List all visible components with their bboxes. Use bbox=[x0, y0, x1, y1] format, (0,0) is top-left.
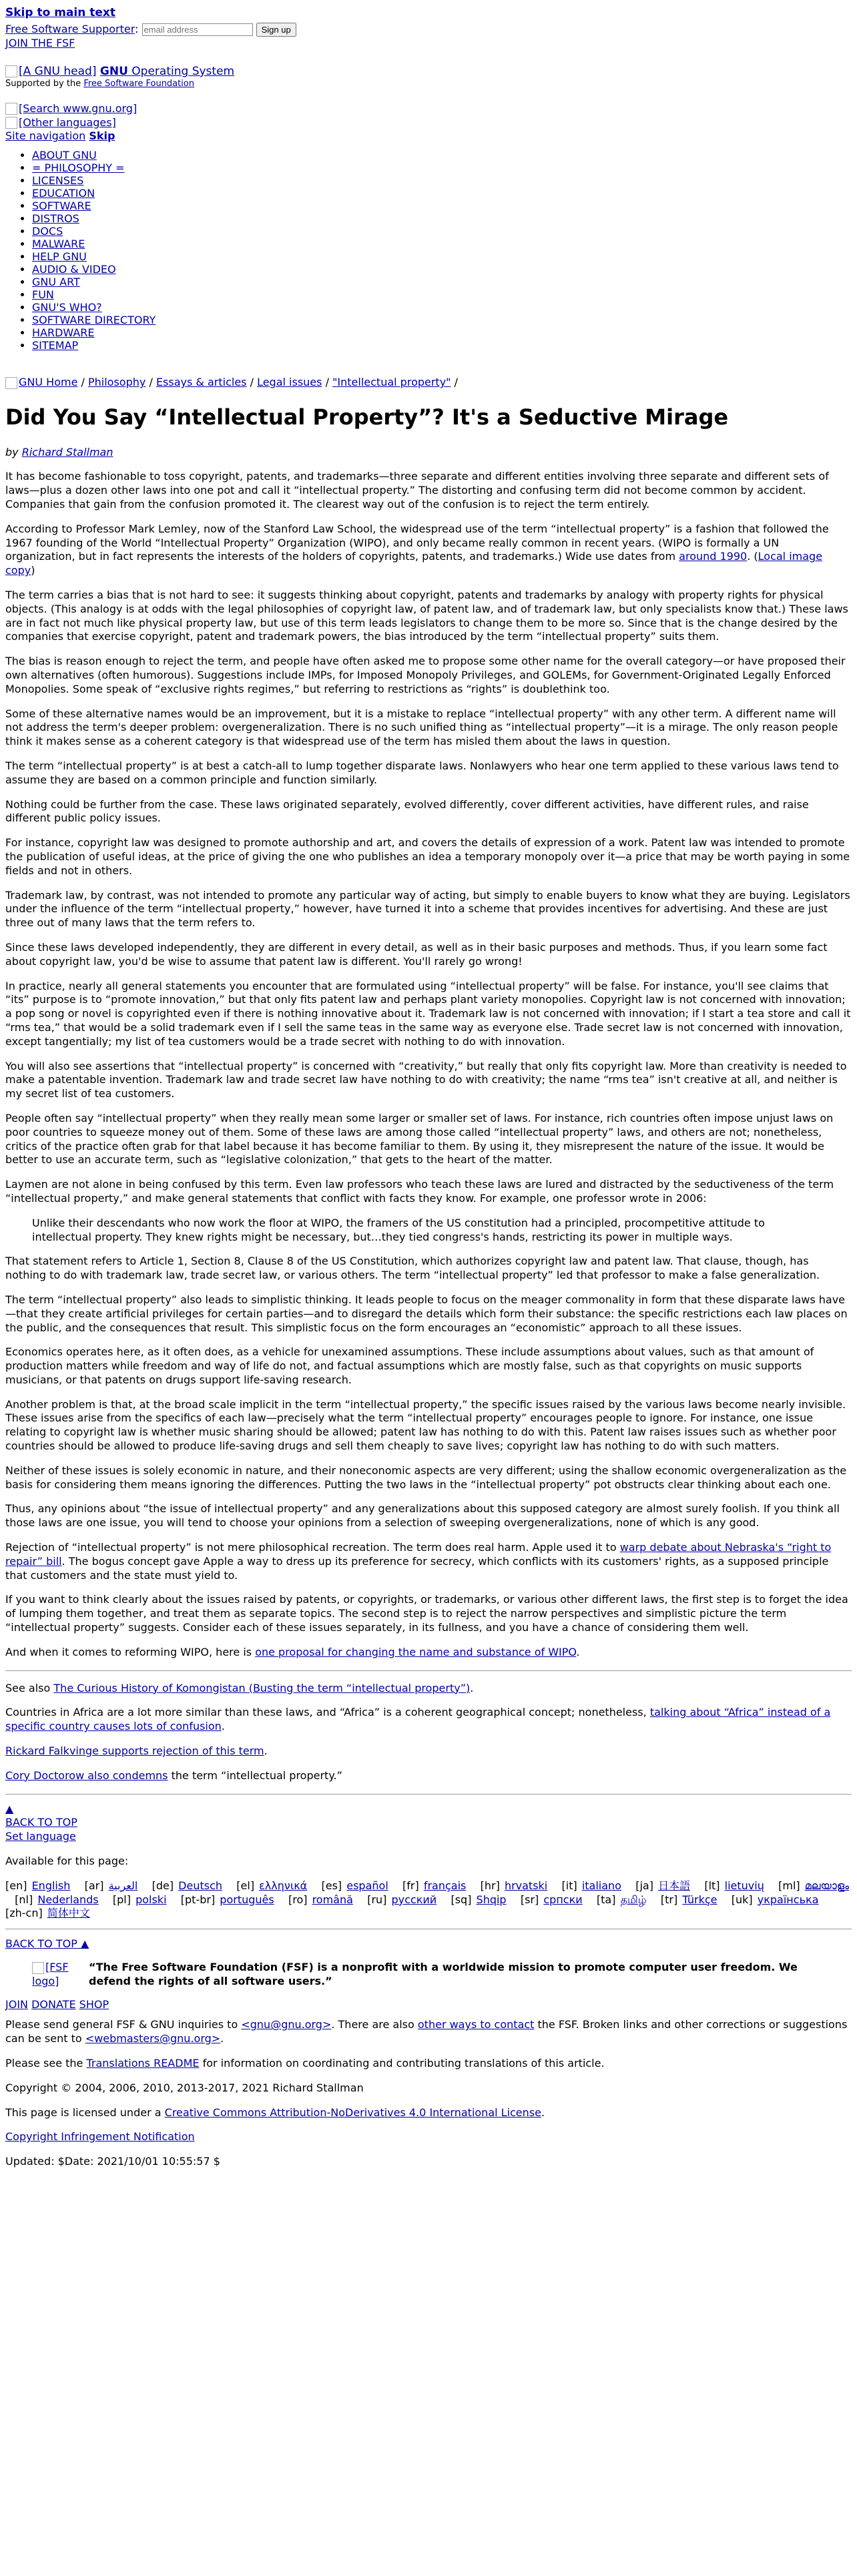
nav-item bbox=[32, 174, 852, 187]
nav-item bbox=[32, 238, 852, 250]
infringement-link[interactable]: Copyright Infringement Notification bbox=[5, 2130, 195, 2144]
skip-link[interactable]: Skip bbox=[89, 129, 115, 143]
nav-item bbox=[32, 326, 852, 339]
local-image-copy-link[interactable]: Local image copy bbox=[5, 550, 823, 577]
breadcrumb-ip[interactable]: "Intellectual property" bbox=[332, 376, 451, 389]
para-text: This page is licensed under a bbox=[5, 2106, 162, 2119]
lang-code: [zh-cn] bbox=[5, 1907, 43, 1920]
lang-code: [ar] bbox=[84, 1879, 104, 1892]
main-nav bbox=[5, 149, 852, 352]
join-fsf-link[interactable]: JOIN THE FSF bbox=[5, 37, 75, 50]
article-paragraph: Neither of these issues is solely economic in nature, and their noneconomic aspects are very different; using the shallow economic overgeneralization as the basis for considering them means ignoring the differences. Putting the two laws in the “intellectual property” pot obstructs clear thinking about each one. bbox=[5, 1464, 847, 1491]
para-text: the term “intellectual property.” bbox=[171, 1768, 342, 1782]
article-paragraph: If you want to think clearly about the issues raised by patents, or copyrights, or trademarks, or various other different laws, the first step is to forget the idea of lumping them together, and treat them as separate topics. The second step is to reject the narrow perspectives and simplistic picture the term “intellectual property” suggests. Consider each of these issues separately, in its fullness, and you have a chance of considering them well. bbox=[5, 1593, 848, 1634]
para-text: . bbox=[470, 1681, 474, 1694]
page bbox=[0, 5, 857, 2169]
translations-readme-link[interactable]: Translations README bbox=[86, 2056, 200, 2069]
breadcrumb-sep: / bbox=[325, 376, 329, 389]
wipo-proposal-link[interactable]: one proposal for changing the name and substance of WIPO bbox=[255, 1645, 577, 1658]
page-nav bbox=[5, 1803, 852, 1844]
nav-item bbox=[32, 162, 852, 174]
lang-code: [hr] bbox=[480, 1879, 500, 1892]
other-languages-link[interactable] bbox=[5, 116, 116, 129]
para-text: Please see the bbox=[5, 2056, 83, 2069]
see-also-paragraph bbox=[5, 1769, 852, 1783]
search-link[interactable] bbox=[5, 102, 137, 115]
article-paragraph: Thus, any opinions about “the issue of intellectual property” and any generalizations about this supposed category are almost surely foolish. If you think all those laws are one issue, you will tend to choose your opinions from a selection of sweeping overgeneralizations, none of which is any good. bbox=[5, 1502, 840, 1530]
para-text: . bbox=[541, 2106, 545, 2119]
para-text: . The bogus concept gave Apple a way to dress up its preference for secrecy, which conflicts with its customers' rights, as a supposed principle that customers and the state must yield to. bbox=[5, 1554, 829, 1582]
supported-by-text: Supported by the bbox=[5, 78, 81, 89]
home-label: GNU Home bbox=[19, 376, 78, 389]
lang-code: [sr] bbox=[520, 1893, 539, 1906]
para-text: Countries in Africa are a lot more similar than these laws, and “Africa” is a coherent geographical concept; nonetheless, bbox=[5, 1706, 647, 1719]
lang-tr[interactable]: Türkçe bbox=[682, 1893, 718, 1906]
breadcrumb-essays[interactable]: Essays & articles bbox=[156, 376, 247, 389]
para-text: the FSF. Broken links and other corrections or suggestions can be sent to bbox=[5, 2018, 848, 2045]
gnu-header bbox=[5, 64, 852, 90]
skip-to-main-link[interactable]: Skip to main text bbox=[5, 6, 115, 19]
nav-gnu-art[interactable]: GNU ART bbox=[32, 276, 80, 289]
nav-distros[interactable]: DISTROS bbox=[32, 212, 79, 226]
see-also-paragraph bbox=[5, 1706, 852, 1734]
language-list bbox=[5, 1879, 852, 1921]
supported-by bbox=[5, 79, 852, 90]
lang-code: [ja] bbox=[635, 1879, 653, 1892]
breadcrumb-philosophy[interactable]: Philosophy bbox=[88, 376, 146, 389]
os-words: Operating System bbox=[131, 64, 235, 78]
lang-ar[interactable]: العربية bbox=[108, 1879, 138, 1892]
lang-code: [ru] bbox=[367, 1893, 387, 1906]
article-paragraph: The bias is reason enough to reject the term, and people have often asked me to propose some other name for the overall category—or have proposed their own alternatives (often humorous). Suggestions include IMPs, for Imposed Monopoly Privileges, and GOLEMs, for Government-Originated Legally Enforced Monopolies. Some speak of “exclusive rights regimes,” but referring to restrictions as “rights” is doublethink too. bbox=[5, 655, 846, 695]
lang-code: [nl] bbox=[15, 1893, 33, 1906]
translations-paragraph bbox=[5, 2057, 852, 2071]
para-text: . bbox=[576, 1645, 580, 1658]
lang-en[interactable]: English bbox=[31, 1879, 71, 1892]
updated-text: Updated: $Date: 2021/10/01 10:55:57 $ bbox=[5, 2155, 220, 2168]
back-to-top-link[interactable]: BACK TO TOP bbox=[5, 1816, 77, 1829]
nav-fun[interactable]: FUN bbox=[32, 288, 54, 302]
nav-item bbox=[32, 149, 852, 162]
by-text: by bbox=[5, 445, 19, 458]
fsf-logo-link[interactable] bbox=[32, 1961, 83, 1989]
nav-education[interactable]: EDUCATION bbox=[32, 187, 95, 200]
lang-sr[interactable]: српски bbox=[543, 1893, 583, 1906]
fsf-tagline: “The Free Software Foundation (FSF) is a nonprofit with a worldwide mission to promote computer user freedom. We defend the rights of all software users.” bbox=[89, 1961, 798, 1987]
nav-docs[interactable]: DOCS bbox=[32, 225, 63, 238]
nav-item bbox=[32, 187, 852, 200]
lang-code: [fr] bbox=[402, 1879, 419, 1892]
lang-it[interactable]: italiano bbox=[581, 1879, 621, 1892]
nav-licenses[interactable]: LICENSES bbox=[32, 174, 84, 188]
set-language-link[interactable]: Set language bbox=[5, 1830, 76, 1843]
lang-code: [sq] bbox=[451, 1893, 472, 1906]
lang-code: [tr] bbox=[660, 1893, 678, 1906]
shop-link[interactable]: SHOP bbox=[79, 1997, 109, 2011]
divider bbox=[5, 1794, 852, 1795]
nav-help-gnu[interactable]: HELP GNU bbox=[32, 250, 87, 264]
broken-image-icon bbox=[5, 377, 17, 389]
lang-zh-cn[interactable]: 简体中文 bbox=[47, 1907, 90, 1920]
signup-button[interactable]: Sign up bbox=[256, 23, 296, 37]
infringement-paragraph bbox=[5, 2130, 852, 2144]
lang-code: [it] bbox=[561, 1879, 577, 1892]
lang-ro[interactable]: română bbox=[312, 1893, 353, 1906]
see-also-paragraph bbox=[5, 1744, 852, 1758]
article-paragraph bbox=[5, 523, 852, 578]
lang-fr[interactable]: français bbox=[423, 1879, 467, 1892]
article-paragraph: The term “intellectual property” is at best a catch-all to lump together disparate laws. Nonlawyers who hear one term applied to these various laws tend to assume they are based on a common principle and function similarly. bbox=[5, 759, 839, 786]
para-text: According to Professor Mark Lemley, now of the Stanford Law School, the widespread use of the term “intellectual property” is a fashion that followed the 1967 founding of the World “Intellectual Property” Organization (WIPO), and only became really common in recent years. (WIPO is formally a UN organization, but in fact represents the interests of the holders of copyrights, patents, and trademarks.) Wide use dates from bbox=[5, 522, 829, 563]
para-text: Rejection of “intellectual property” is not mere philosophical recreation. The term does real harm. Apple used it to bbox=[5, 1541, 617, 1554]
fsf-link[interactable]: Free Software Foundation bbox=[83, 78, 195, 89]
lang-code: [de] bbox=[152, 1879, 174, 1892]
article-paragraph: Laymen are not alone in being confused by this term. Even law professors who teach these laws are lured and distracted by the seductiveness of the term “intellectual property,” and make general statements that conflict with facts they know. For example, one professor wrote in 2006: bbox=[5, 1178, 834, 1205]
para-text: for information on coordinating and contributing translations of this article. bbox=[202, 2056, 605, 2069]
lang-nl[interactable]: Nederlands bbox=[37, 1893, 99, 1906]
lang-de[interactable]: Deutsch bbox=[178, 1879, 223, 1892]
para-text: See also bbox=[5, 1681, 51, 1694]
article-paragraph: You will also see assertions that “intellectual property” is concerned with “creativity,” but really that only fits copyright law. More than creativity is needed to make a patentable invention. Trademark law and trade secret law have nothing to do with creativity; the name “rms tea” isn't creative at all, and neither is my secret list of tea customers. bbox=[5, 1059, 847, 1100]
search-language-links bbox=[5, 102, 852, 143]
gnu-email-link[interactable]: <gnu@gnu.org> bbox=[241, 2018, 332, 2031]
nav-hardware[interactable]: HARDWARE bbox=[32, 326, 95, 340]
article-paragraph: The term carries a bias that is not hard to see: it suggests thinking about copyright, patents and trademarks by analogy with property rights for physical objects. (This analogy is at odds with the legal philosophies of copyright law, of patent law, and of trademark law, but only specialists know that.) These laws are in fact not much like physical property law, but use of this term leads legislators to change them to be more so. Since that is the change desired by the companies that exercise copyright, patent and trademark powers, the bias introduced by the term “intellectual property” suits them. bbox=[5, 589, 848, 643]
nav-malware[interactable]: MALWARE bbox=[32, 238, 85, 251]
join-link[interactable]: JOIN bbox=[5, 1997, 28, 2011]
lang-pt-br[interactable]: português bbox=[220, 1893, 274, 1906]
gnu-word: GNU bbox=[99, 64, 128, 78]
gnu-head-alt: [A GNU head] bbox=[19, 64, 97, 78]
search-alt: [Search www.gnu.org] bbox=[19, 101, 137, 115]
gnu-os-link[interactable] bbox=[100, 65, 234, 78]
colon: : bbox=[135, 23, 142, 36]
article-paragraph bbox=[5, 1646, 852, 1660]
broken-image-icon bbox=[5, 103, 17, 115]
article-paragraph: People often say “intellectual property” when they really mean some larger or smaller set of laws. For instance, rich countries often impose unjust laws on poor countries to squeeze money out of them. Some of these laws are among those called “intellectual property” laws, and others are not; nonetheless, critics of the practice often grab for that label because it has become familiar to them. By using it, they misrepresent the nature of the issue. It would be better to use an accurate term, such as “legislative colonization,” that gets to the heart of the matter. bbox=[5, 1111, 834, 1167]
footer-actions bbox=[5, 1998, 852, 2012]
article-paragraph: Nothing could be further from the case. These laws originated separately, evolved differently, cover different activities, have different rules, and raise different public policy issues. bbox=[5, 797, 809, 825]
webmasters-email-link[interactable]: <webmasters@gnu.org> bbox=[85, 2032, 221, 2045]
author-link[interactable]: Richard Stallman bbox=[21, 445, 113, 458]
article-paragraph: In practice, nearly all general statements you encounter that are formulated using “intellectual property” will be false. For instance, you'll see claims that “its” purpose is to “promote innovation,” but that only fits patent law and perhaps plant variety monopolies. Copyright law is not concerned with innovation; a pop song or novel is copyrighted even if there is nothing innovative about it. Trademark law is not concerned with innovation; if I start a tea store and call it “rms tea,” that would be a solid trademark even if I sell the same teas in the same way as everyone else. Trade secret law is not concerned with innovation, except tangentially; my list of tea customers would be a trade secret with nothing to do with innovation. bbox=[5, 979, 851, 1048]
license-paragraph bbox=[5, 2106, 852, 2120]
site-navigation-link[interactable]: Site navigation bbox=[5, 129, 86, 143]
africa-link[interactable]: talking about “Africa” instead of a specific country causes lots of confusion bbox=[5, 1706, 831, 1733]
nav-philosophy[interactable]: = PHILOSOPHY = bbox=[32, 162, 125, 175]
nav-item bbox=[32, 301, 852, 314]
triangle-up-icon[interactable]: ▲ bbox=[5, 1802, 14, 1815]
para-text: . bbox=[220, 2032, 224, 2045]
skip-strip bbox=[5, 5, 852, 20]
lang-code: [uk] bbox=[731, 1893, 753, 1906]
lang-ja[interactable]: 日本語 bbox=[658, 1879, 691, 1892]
para-text: ) bbox=[31, 564, 35, 577]
lang-code: [pt-br] bbox=[180, 1893, 216, 1906]
nav-software-directory[interactable]: SOFTWARE DIRECTORY bbox=[32, 314, 156, 327]
breadcrumb-sep: / bbox=[149, 376, 153, 389]
byline bbox=[5, 446, 852, 460]
lang-code: [ro] bbox=[288, 1893, 308, 1906]
lang-uk[interactable]: українська bbox=[757, 1893, 819, 1906]
lang-code: [ta] bbox=[596, 1893, 616, 1906]
article-paragraph: It has become fashionable to toss copyright, patents, and trademarks—three separate and different entities involving three separate and different sets of laws—plus a dozen other laws into one pot and call it “intellectual property.” The distorting and confusing term did not become common by accident. Companies that gain from the confusion promoted it. The clearest way out of the confusion is to reject the term entirely. bbox=[5, 470, 829, 511]
nav-item bbox=[32, 250, 852, 263]
lang-pl[interactable]: polski bbox=[135, 1893, 167, 1906]
lang-hr[interactable]: hrvatski bbox=[504, 1879, 548, 1892]
breadcrumb-home[interactable] bbox=[5, 376, 77, 388]
donate-link[interactable]: DONATE bbox=[31, 1997, 76, 2011]
lang-es[interactable]: español bbox=[346, 1879, 388, 1892]
nebraska-link[interactable]: warp debate about Nebraska's “right to repair” bill bbox=[5, 1541, 832, 1568]
blockquote: Unlike their descendants who now work the floor at WIPO, the framers of the US constitution had a principled, procompetitive attitude to intellectual property. They knew rights might be necessary, but…they tied congress's hands, restricting its power in multiple ways. bbox=[32, 1216, 765, 1243]
para-text: Please send general FSF & GNU inquiries to bbox=[5, 2018, 238, 2031]
around-1990-link[interactable]: around 1990 bbox=[679, 550, 748, 563]
lang-ta[interactable]: தமிழ் bbox=[620, 1893, 647, 1906]
fsf-supporter-link[interactable]: Free Software Supporter bbox=[5, 23, 135, 36]
breadcrumb-sep: / bbox=[454, 376, 459, 389]
nav-audio-video[interactable]: AUDIO & VIDEO bbox=[32, 263, 116, 276]
falkvinge-link[interactable]: Rickard Falkvinge supports rejection of this term bbox=[5, 1744, 264, 1758]
para-text: And when it comes to reforming WIPO, here is bbox=[5, 1645, 252, 1658]
fsf-supporter-bar bbox=[5, 23, 852, 51]
article-paragraph: That statement refers to Article 1, Section 8, Clause 8 of the US Constitution, which authorizes copyright law and patent law. That clause, though, has nothing to do with trademark law, trade secret law, or various others. The term “intellectual property” led that professor to make a false generalization. bbox=[5, 1255, 820, 1282]
doctorow-link[interactable]: Cory Doctorow also condemns bbox=[5, 1768, 168, 1782]
lang-ru[interactable]: русский bbox=[391, 1893, 437, 1906]
nav-about-gnu[interactable]: ABOUT GNU bbox=[32, 149, 97, 162]
lang-el[interactable]: ελληνικά bbox=[259, 1879, 308, 1892]
para-text: . ( bbox=[747, 550, 758, 563]
broken-image-icon bbox=[32, 1962, 44, 1974]
broken-image-icon bbox=[5, 65, 17, 77]
contact-link[interactable]: other ways to contact bbox=[417, 2018, 535, 2031]
page-title: Did You Say “Intellectual Property”? It's a Seductive Mirage bbox=[5, 404, 729, 430]
para-text: . bbox=[221, 1720, 225, 1733]
nav-item bbox=[32, 339, 852, 352]
available-label: Available for this page: bbox=[5, 1855, 129, 1868]
lang-code: [es] bbox=[321, 1879, 342, 1892]
contact-paragraph bbox=[5, 2018, 852, 2046]
lang-code: [en] bbox=[5, 1879, 27, 1892]
breadcrumb-legal[interactable]: Legal issues bbox=[257, 376, 322, 389]
article-paragraph bbox=[5, 1541, 852, 1582]
article-paragraph: The term “intellectual property” also leads to simplistic thinking. It leads people to focus on the meager commonality in form that these disparate laws have—that they create artificial privileges for certain parties—and to disregard the details which form their substance: the specific restrictions each law places on the public, and the consequences that result. This simplistic focus on the form encourages an “economistic” approach to all these issues. bbox=[5, 1293, 848, 1334]
nav-item bbox=[32, 288, 852, 301]
email-input[interactable] bbox=[142, 23, 253, 36]
nav-item bbox=[32, 212, 852, 225]
lang-code: [pl] bbox=[112, 1893, 131, 1906]
lang-code: [el] bbox=[236, 1879, 255, 1892]
nav-item bbox=[32, 200, 852, 212]
article-paragraph: Another problem is that, at the broad scale implicit in the term “intellectual property,” the specific issues raised by the various laws become nearly invisible. These issues arise from the specifics of each law—precisely what the term “intellectual property” encourages people to ignore. For instance, one issue relating to copyright law is whether music sharing should be allowed; patent law has nothing to do with this. Patent law raises issues such as whether poor countries should be allowed to produce life-saving drugs and sell them cheaply to save lives; copyright law has nothing to do with such matters. bbox=[5, 1397, 846, 1453]
lang-ml[interactable]: മലയാളം bbox=[804, 1879, 850, 1892]
nav-software[interactable]: SOFTWARE bbox=[32, 200, 91, 213]
nav-sitemap[interactable]: SITEMAP bbox=[32, 339, 79, 352]
para-text: . There are also bbox=[331, 2018, 414, 2031]
nav-item bbox=[32, 225, 852, 238]
article-paragraph: Economics operates here, as it often does, as a vehicle for unexamined assumptions. These include assumptions about values, such as that amount of production matters while freedom and way of life do not, and factual assumptions which are mostly false, such as that copyrights on music supports musicians, or that patents on drugs support life-saving research. bbox=[5, 1345, 814, 1386]
lang-sq[interactable]: Shqip bbox=[476, 1893, 507, 1906]
article-paragraph: Some of these alternative names would be an improvement, but it is a mistake to replace “intellectual property” with any other term. A different name will not address the term's deeper problem: overgeneralization. There is no such unified thing as “intellectual property”—it is a mirage. The only reason people think it makes sense as a coherent category is that widespread use of the term has misled them about the laws in question. bbox=[5, 707, 838, 748]
languages-alt: [Other languages] bbox=[19, 115, 116, 129]
breadcrumb-sep: / bbox=[81, 376, 85, 389]
back-to-top-link-bottom[interactable]: BACK TO TOP ▲ bbox=[5, 1937, 89, 1951]
see-also-paragraph bbox=[5, 1682, 852, 1696]
lang-code: [ml] bbox=[778, 1879, 800, 1892]
para-text: . bbox=[264, 1744, 268, 1758]
breadcrumb-sep: / bbox=[250, 376, 254, 389]
article-paragraph: For instance, copyright law was designed to promote authorship and art, and covers the details of expression of a work. Patent law was intended to promote the publication of useful ideas, at the price of giving the one who publishes an idea a temporary monopoly over it—a price that may be worth paying in some fields and not in others. bbox=[5, 836, 850, 877]
copyright-text: Copyright © 2004, 2006, 2010, 2013-2017, 2021 Richard Stallman bbox=[5, 2081, 364, 2094]
fsf-footer bbox=[32, 1961, 825, 1989]
lang-lt[interactable]: lietuvių bbox=[724, 1879, 764, 1892]
article-paragraph: Since these laws developed independently, they are different in every detail, as well as in their basic purposes and methods. Thus, if you learn some fact about copyright law, you'd be wise to assume that patent law is different. You'll rarely go wrong! bbox=[5, 940, 828, 968]
nav-gnus-who[interactable]: GNU'S WHO? bbox=[32, 301, 102, 314]
gnu-head-link[interactable] bbox=[5, 65, 96, 78]
divider bbox=[5, 1670, 852, 1671]
nav-item bbox=[32, 276, 852, 288]
nav-item bbox=[32, 263, 852, 276]
article-paragraph: Trademark law, by contrast, was not intended to promote any particular way of acting, but simply to enable buyers to know what they are buying. Legislators under the influence of the term “intellectual property,” however, have turned it into a scheme that provides incentives for advertising. And these are just three out of many laws that the term refers to. bbox=[5, 888, 850, 930]
komongistan-link[interactable]: The Curious History of Komongistan (Busting the term “intellectual property”) bbox=[53, 1681, 471, 1694]
breadcrumb bbox=[5, 376, 852, 390]
fsf-logo-alt: [FSF logo] bbox=[32, 1961, 69, 1987]
gnu-title bbox=[5, 64, 852, 79]
lang-code: [lt] bbox=[704, 1879, 720, 1892]
license-link[interactable]: Creative Commons Attribution-NoDerivatives 4.0 International License bbox=[164, 2106, 541, 2119]
broken-image-icon bbox=[5, 117, 17, 129]
nav-item bbox=[32, 314, 852, 326]
